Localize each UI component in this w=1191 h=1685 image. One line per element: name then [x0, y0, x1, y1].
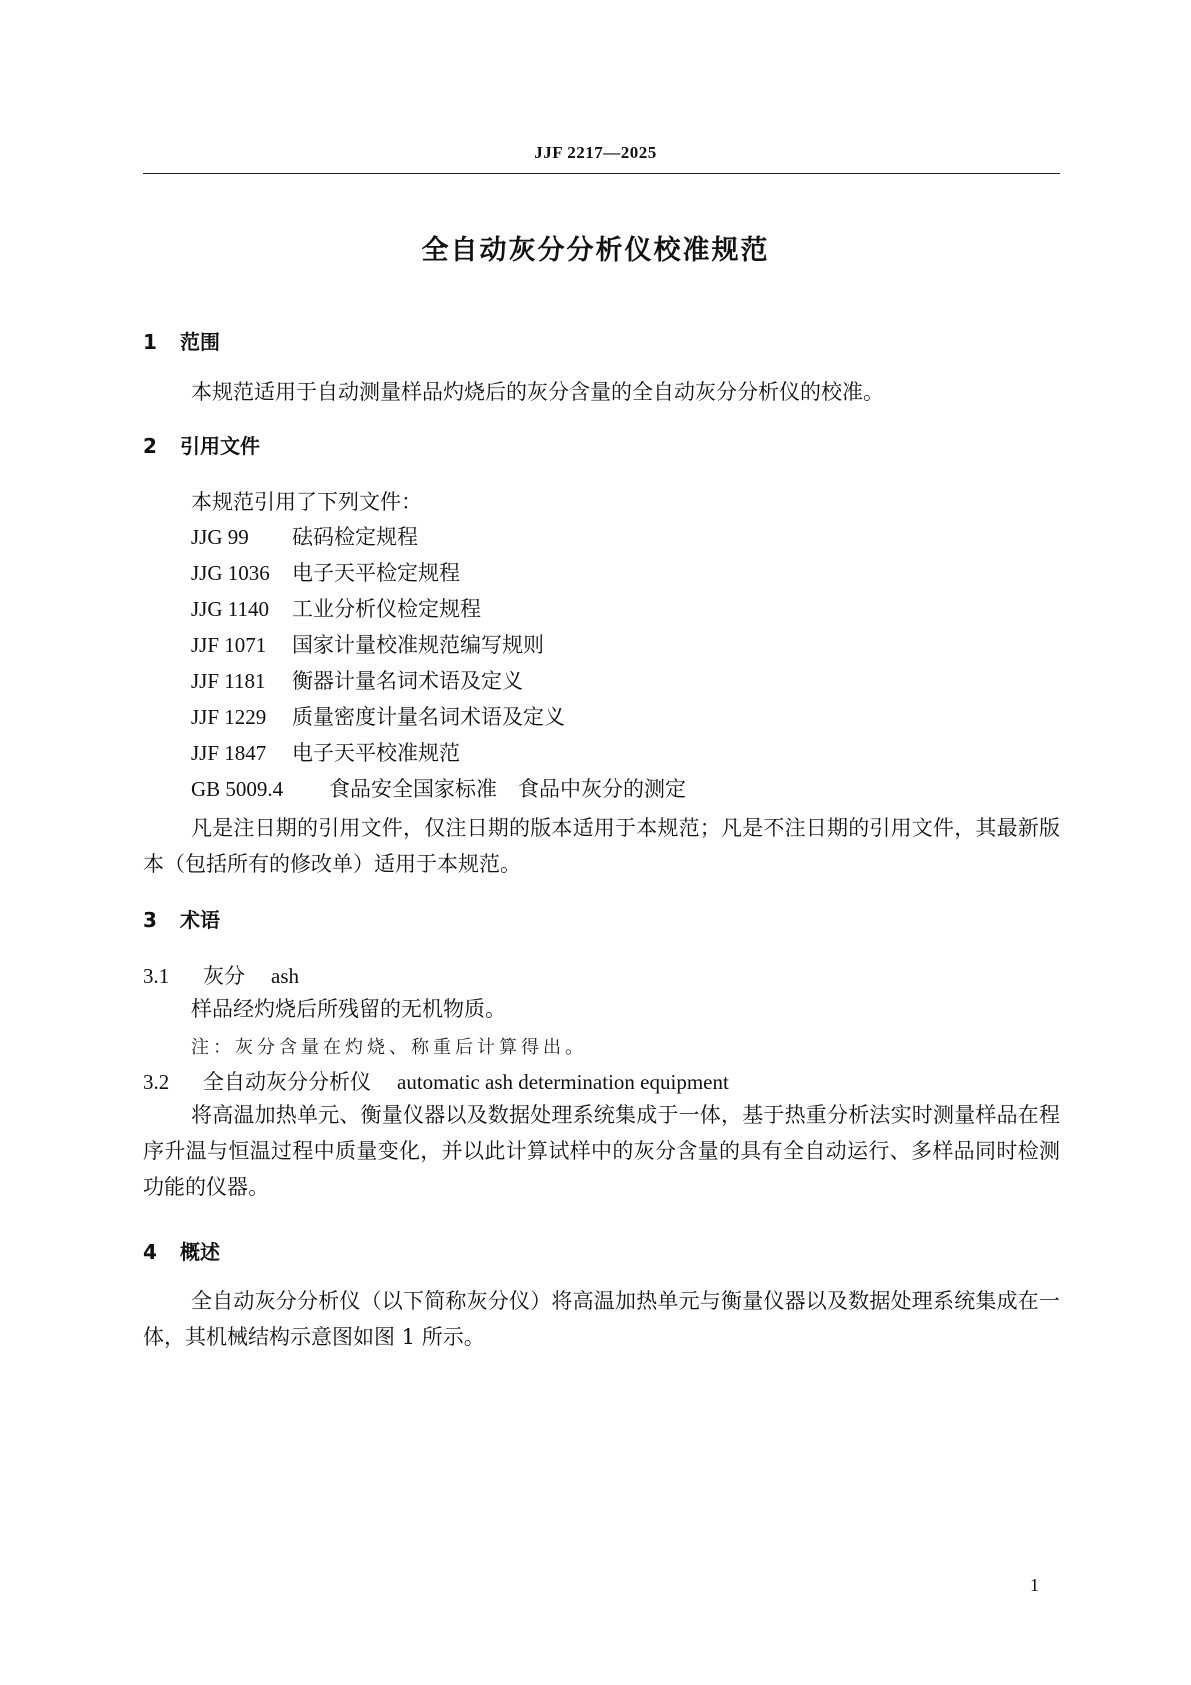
- term-number: 3.2: [143, 1070, 170, 1094]
- term-definition: 将高温加热单元、衡量仪器以及数据处理系统集成于一体，基于热重分析法实时测量样品在程序升温与恒温过程中质量变化，并以此计算试样中的灰分含量的具有全自动运行、多样品同时检测功能的仪器。: [143, 1103, 1060, 1199]
- standard-code: JJF 2217—2025: [534, 143, 657, 162]
- reference-code: JJF 1071: [191, 633, 267, 657]
- section-number: 3: [143, 908, 157, 932]
- references-intro: 本规范引用了下列文件：: [191, 490, 422, 514]
- term-3-2: [143, 1066, 729, 1096]
- reference-item: [191, 559, 460, 587]
- section-3-heading: [143, 904, 220, 933]
- reference-item: [191, 703, 565, 731]
- section-title: 引用文件: [180, 434, 260, 458]
- reference-code: JJF 1229: [191, 705, 267, 729]
- reference-name: 电子天平检定规程: [292, 561, 460, 585]
- section-1-text: 本规范适用于自动测量样品灼烧后的灰分含量的全自动灰分分析仪的校准。: [191, 380, 884, 404]
- reference-name: 电子天平校准规范: [292, 741, 460, 765]
- section-1-heading: [143, 326, 220, 355]
- reference-code: GB 5009.4: [191, 777, 284, 801]
- term-definition: 样品经灼烧后所残留的无机物质。: [191, 997, 506, 1021]
- header-divider: [143, 173, 1060, 174]
- reference-code: JJF 1181: [191, 669, 266, 693]
- term-zh: 灰分: [203, 964, 245, 988]
- term-note: 注：灰分含量在灼烧、称重后计算得出。: [191, 1037, 587, 1058]
- term-en: automatic ash determination equipment: [397, 1070, 729, 1094]
- reference-name: 食品安全国家标准 食品中灰分的测定: [329, 777, 686, 801]
- reference-name: 质量密度计量名词术语及定义: [292, 705, 565, 729]
- reference-code: JJG 99: [191, 525, 249, 549]
- document-title: 全自动灰分分析仪校准规范: [421, 235, 770, 266]
- references-closing: 凡是注日期的引用文件，仅注日期的版本适用于本规范；凡是不注日期的引用文件，其最新版本（包括所有的修改单）适用于本规范。: [143, 816, 1060, 876]
- section-4-text: 全自动灰分分析仪（以下简称灰分仪）将高温加热单元与衡量仪器以及数据处理系统集成在一体，其机械结构示意图如图 1 所示。: [143, 1289, 1060, 1349]
- reference-name: 工业分析仪检定规程: [292, 597, 481, 621]
- section-number: 1: [143, 330, 157, 354]
- term-en: ash: [271, 964, 299, 988]
- page-number: 1: [1030, 1575, 1039, 1595]
- section-4-heading: [143, 1236, 220, 1265]
- section-title: 范围: [180, 330, 220, 354]
- reference-item: [191, 631, 544, 659]
- reference-item: [191, 523, 418, 551]
- reference-name: 国家计量校准规范编写规则: [292, 633, 544, 657]
- reference-item: [191, 667, 523, 695]
- section-number: 4: [143, 1240, 157, 1264]
- reference-item: [191, 775, 686, 803]
- term-3-1: [143, 960, 299, 990]
- reference-code: JJF 1847: [191, 741, 267, 765]
- section-title: 概述: [180, 1240, 220, 1264]
- term-zh: 全自动灰分分析仪: [203, 1070, 371, 1094]
- section-title: 术语: [180, 908, 220, 932]
- reference-item: [191, 739, 460, 767]
- reference-name: 衡器计量名词术语及定义: [292, 669, 523, 693]
- reference-name: 砝码检定规程: [292, 525, 418, 549]
- reference-item: [191, 595, 481, 623]
- term-number: 3.1: [143, 964, 170, 988]
- section-2-heading: [143, 430, 260, 459]
- reference-code: JJG 1036: [191, 561, 270, 585]
- section-number: 2: [143, 434, 157, 458]
- reference-code: JJG 1140: [191, 597, 269, 621]
